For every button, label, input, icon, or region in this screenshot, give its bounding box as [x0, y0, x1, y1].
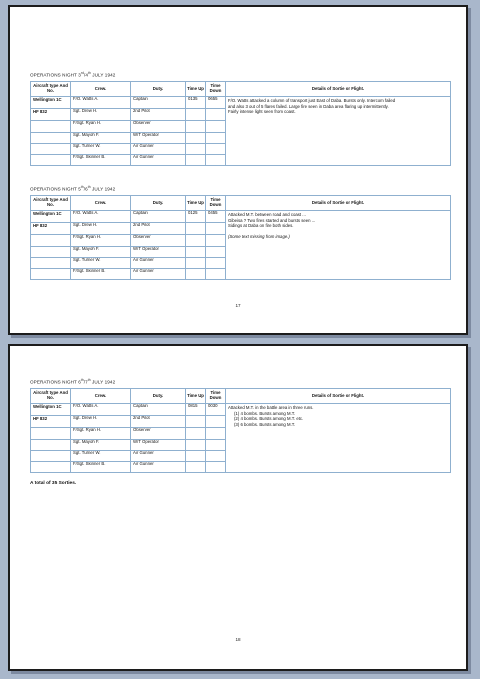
duty-header: Duty. — [131, 196, 186, 211]
details-line: Sidings at Daba on fire both sides. — [228, 223, 294, 228]
sortie-details — [226, 97, 451, 166]
crew-name: F/Sgt. Skinner B. — [71, 268, 131, 279]
details-line: and also 3 out of 5 flares failed. Large fire seen in Daba area flaring up intermittently. — [228, 103, 389, 109]
time-up-header: Time Up — [186, 196, 206, 211]
details-line: Attacked M.T. between road and coast ... — [228, 212, 306, 217]
crew-name: Sgt. Drew H. — [71, 223, 131, 235]
crew-duty: Air Gunner — [131, 461, 186, 472]
time-down-header: Time Down — [206, 82, 226, 97]
time-down: 0455 — [206, 211, 226, 223]
page-number: 17 — [235, 303, 241, 308]
crew-duty: 2nd Pilot — [131, 416, 186, 428]
aircraft-number: HF 832 — [31, 223, 71, 235]
crew-duty: Observer — [131, 428, 186, 439]
sortie-table — [30, 388, 451, 473]
crew-name: Sgt. Mayoh F. — [71, 246, 131, 257]
document-page-17 — [8, 5, 468, 335]
crew-duty: Air Gunner — [131, 257, 186, 268]
crew-duty: 2nd Pilot — [131, 223, 186, 235]
aircraft-type: Wellington 1C — [31, 211, 71, 223]
time-up: 0815 — [186, 404, 206, 416]
sortie-details — [226, 404, 451, 473]
details-line: (1) 4 bombs. Bursts among M.T. — [234, 410, 296, 416]
duty-header: Duty. — [131, 389, 186, 404]
crew-duty: 2nd Pilot — [131, 109, 186, 121]
document-page-18 — [8, 344, 468, 671]
aircraft-header: Aircraft type And No. — [31, 389, 71, 404]
crew-duty: W/T Operator — [131, 439, 186, 450]
crew-name: F/Sgt. Skinner B. — [71, 461, 131, 472]
details-line: Fairly intense light seen from coast. — [228, 109, 296, 114]
crew-name: F/Sgt. Ryan H. — [71, 121, 131, 132]
time-up-header: Time Up — [186, 82, 206, 97]
crew-duty: Captain — [131, 211, 186, 223]
crew-duty: W/T Operator — [131, 246, 186, 257]
time-down: 0030 — [206, 404, 226, 416]
time-up: 0135 — [186, 97, 206, 109]
operations-title: OPERATIONS NIGHT 3rd/4th JULY 1942 — [30, 71, 116, 78]
crew-name: F/O. Watts A. — [71, 211, 131, 223]
table-header-row — [31, 82, 451, 97]
aircraft-type: Wellington 1C — [31, 97, 71, 109]
sorties-total: A total of 35 Sorties. — [30, 481, 77, 486]
aircraft-header: Aircraft type And No. — [31, 196, 71, 211]
details-line: Gibeisa ? Two fires started and bursts seen ... — [228, 217, 316, 223]
crew-name: Sgt. Mayoh F. — [71, 132, 131, 143]
details-header: Details of Sortie or Flight. — [226, 389, 451, 404]
crew-name: F/Sgt. Ryan H. — [71, 428, 131, 439]
operations-title: OPERATIONS NIGHT 6th/7th JULY 1942 — [30, 378, 116, 385]
details-header: Details of Sortie or Flight. — [226, 196, 451, 211]
crew-name: Sgt. Turner W. — [71, 257, 131, 268]
table-header-row — [31, 389, 451, 404]
crew-name: Sgt. Drew H. — [71, 109, 131, 121]
crew-duty: Air Gunner — [131, 268, 186, 279]
details-line: (2) 4 bombs. Bursts among M.T. etc. — [234, 416, 304, 421]
aircraft-number: HF 832 — [31, 109, 71, 121]
page-number: 18 — [235, 637, 241, 642]
crew-name: F/O. Watts A. — [71, 97, 131, 109]
sortie-details — [226, 211, 451, 280]
crew-header: Crew. — [71, 82, 131, 97]
time-down-header: Time Down — [206, 389, 226, 404]
crew-duty: Air Gunner — [131, 450, 186, 461]
duty-header: Duty. — [131, 82, 186, 97]
details-header: Details of Sortie or Flight. — [226, 82, 451, 97]
crew-duty: Captain — [131, 404, 186, 416]
crew-duty: W/T Operator — [131, 132, 186, 143]
sortie-table — [30, 195, 451, 280]
crew-name: Sgt. Turner W. — [71, 450, 131, 461]
time-down: 0655 — [206, 97, 226, 109]
table-row — [31, 97, 451, 109]
time-down-header: Time Down — [206, 196, 226, 211]
crew-header: Crew. — [71, 196, 131, 211]
details-line: (3) 6 bombs. Bursts among M.T. — [234, 421, 296, 427]
crew-name: Sgt. Mayoh F. — [71, 439, 131, 450]
crew-name: Sgt. Drew H. — [71, 416, 131, 428]
crew-duty: Observer — [131, 121, 186, 132]
missing-text-note: (Some text missing from image.) — [228, 233, 290, 239]
details-line: F/O. Watts attacked a column of transport just East of Daba. Bursts only. Intercom failed — [228, 98, 396, 103]
aircraft-type: Wellington 1C — [31, 404, 71, 416]
crew-duty: Captain — [131, 97, 186, 109]
details-line: Attacked M.T. in the battle area in three runs. — [228, 405, 314, 410]
table-header-row — [31, 196, 451, 211]
crew-name: F/Sgt. Skinner B. — [71, 154, 131, 165]
sortie-table — [30, 81, 451, 166]
crew-duty: Observer — [131, 235, 186, 246]
crew-duty: Air Gunner — [131, 143, 186, 154]
table-row — [31, 211, 451, 223]
crew-name: F/O. Watts A. — [71, 404, 131, 416]
crew-header: Crew. — [71, 389, 131, 404]
table-row — [31, 404, 451, 416]
aircraft-header: Aircraft type And No. — [31, 82, 71, 97]
time-up: 0125 — [186, 211, 206, 223]
operations-title: OPERATIONS NIGHT 5th/6th JULY 1942 — [30, 185, 116, 192]
crew-name: F/Sgt. Ryan H. — [71, 235, 131, 246]
crew-name: Sgt. Turner W. — [71, 143, 131, 154]
aircraft-number: HF 832 — [31, 416, 71, 428]
crew-duty: Air Gunner — [131, 154, 186, 165]
time-up-header: Time Up — [186, 389, 206, 404]
